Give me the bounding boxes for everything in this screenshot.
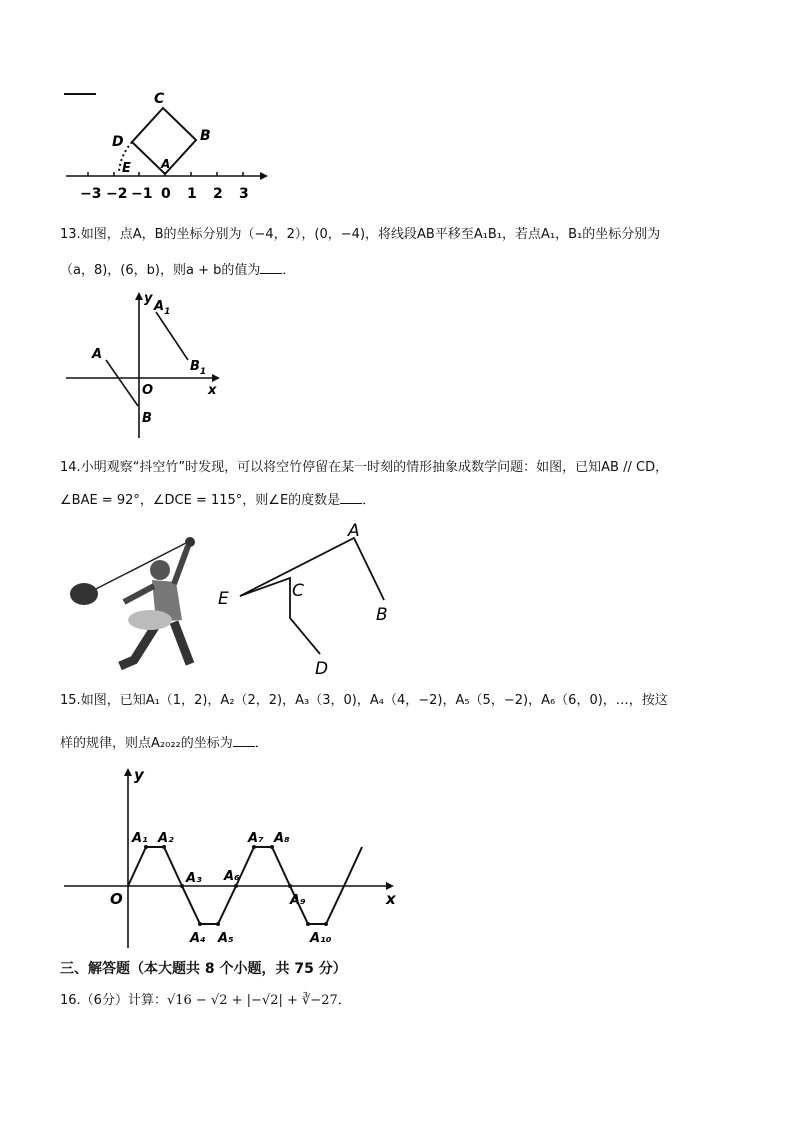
tick-label: −2 — [106, 186, 128, 202]
label-d: D — [112, 134, 124, 150]
q15-text-line2: 样的规律，则点A₂₀₂₂的坐标为 — [60, 736, 233, 751]
label-d: D — [315, 659, 329, 679]
fig12-numberline — [58, 84, 278, 212]
stick-head — [185, 537, 195, 547]
answer-blank[interactable] — [340, 491, 362, 504]
label-b: B — [376, 605, 388, 625]
q15-line2 — [60, 734, 268, 753]
fig14-geometry — [212, 522, 412, 684]
point-label: A₂ — [158, 831, 174, 846]
point-label: A₇ — [248, 831, 264, 846]
tick-label: 0 — [161, 186, 171, 202]
q16-expression: √16 − √2 + |−√2| + ∛−27 — [166, 993, 338, 1008]
q14-text-line2: ∠BAE = 92°，∠DCE = 115°，则∠E的度数是 — [60, 493, 341, 508]
segment-ab — [106, 360, 138, 406]
q14-text-line1: 小明观察“抖空竹”时发现，可以将空竹停留在某一时刻的情形抽象成数学问题：如图，已知AB // CD， — [80, 460, 669, 475]
fig15-zigzag — [60, 762, 406, 950]
point-label: A₁ — [132, 831, 148, 846]
label-x: x — [386, 890, 396, 908]
performer-head — [150, 560, 170, 580]
q13-number: 13. — [60, 227, 81, 242]
tick-label: −1 — [131, 186, 153, 202]
q14-number: 14. — [60, 460, 81, 475]
label-b: B — [200, 128, 211, 144]
answer-blank[interactable] — [260, 261, 282, 274]
label-e: E — [218, 589, 229, 609]
point-label: A₃ — [186, 871, 202, 886]
path-e-a-b — [240, 538, 384, 600]
q13-line1 — [60, 226, 660, 244]
point-label: A₆ — [224, 869, 240, 884]
q15-text-line1: 如图，已知A₁（1，2)，A₂（2，2)，A₃（3，0)，A₄（4，−2)，A₅（5，−2)，A₆（6，0)，…，按这 — [80, 693, 668, 708]
tick-label: 1 — [187, 186, 197, 202]
q14-line1 — [60, 459, 668, 477]
q16-prefix: 16.（6分）计算： — [60, 993, 167, 1008]
label-y: y — [144, 291, 153, 306]
tick-label: 2 — [213, 186, 223, 202]
label-a1: $A_1$ — [154, 299, 171, 317]
point-label: A₁₀ — [310, 931, 332, 946]
point-label: A₈ — [274, 831, 290, 846]
diabolo-illustration — [64, 532, 216, 674]
shadow — [128, 610, 172, 630]
label-y: y — [134, 766, 144, 784]
label-a: A — [92, 347, 103, 362]
point-label: A₉ — [290, 893, 306, 908]
label-x: x — [208, 383, 217, 398]
label-c: C — [292, 581, 304, 601]
y-arrow — [124, 768, 132, 776]
q15-line1 — [60, 692, 668, 710]
label-a: A — [348, 522, 360, 541]
label-o: O — [142, 383, 154, 398]
label-a: A — [161, 157, 171, 171]
q14-line2 — [60, 491, 375, 510]
point-label: A₅ — [218, 931, 234, 946]
label-c: C — [154, 91, 165, 107]
y-arrow — [135, 292, 143, 300]
label-o: O — [110, 890, 123, 908]
label-b: B — [142, 411, 152, 426]
tick-label: −3 — [80, 186, 102, 202]
q16-end: ． — [337, 993, 351, 1008]
label-b1: $B_1$ — [190, 359, 207, 377]
q13-text-line2: （a，8)，(6，b)，则a + b的值为 — [60, 263, 261, 278]
q13-line2 — [60, 261, 295, 280]
fig13-coordinate — [62, 288, 232, 440]
label-e: E — [122, 161, 131, 176]
answer-blank[interactable] — [233, 734, 255, 747]
section-heading: 三、解答题（本大题共 8 个小题，共 75 分） — [60, 961, 347, 977]
q13-text-line1: 如图，点A，B的坐标分别为（−4，2），(0，−4)，将线段AB平移至A₁B₁，若点A₁，B₁的坐标分别为 — [80, 227, 661, 242]
performer-arm-left — [124, 586, 154, 602]
diabolo-icon — [70, 583, 98, 605]
x-arrow — [386, 882, 394, 890]
performer-arm-right — [174, 546, 188, 584]
segment-a1b1 — [156, 312, 188, 360]
x-arrow — [212, 374, 220, 382]
axis-arrow — [260, 172, 268, 180]
q13-end: ． — [282, 263, 296, 278]
q15-number: 15. — [60, 693, 81, 708]
tick-label: 3 — [239, 186, 249, 202]
q15-end: ． — [254, 736, 268, 751]
q16-line — [60, 992, 351, 1010]
q14-end: ． — [362, 493, 376, 508]
point-label: A₄ — [190, 931, 206, 946]
